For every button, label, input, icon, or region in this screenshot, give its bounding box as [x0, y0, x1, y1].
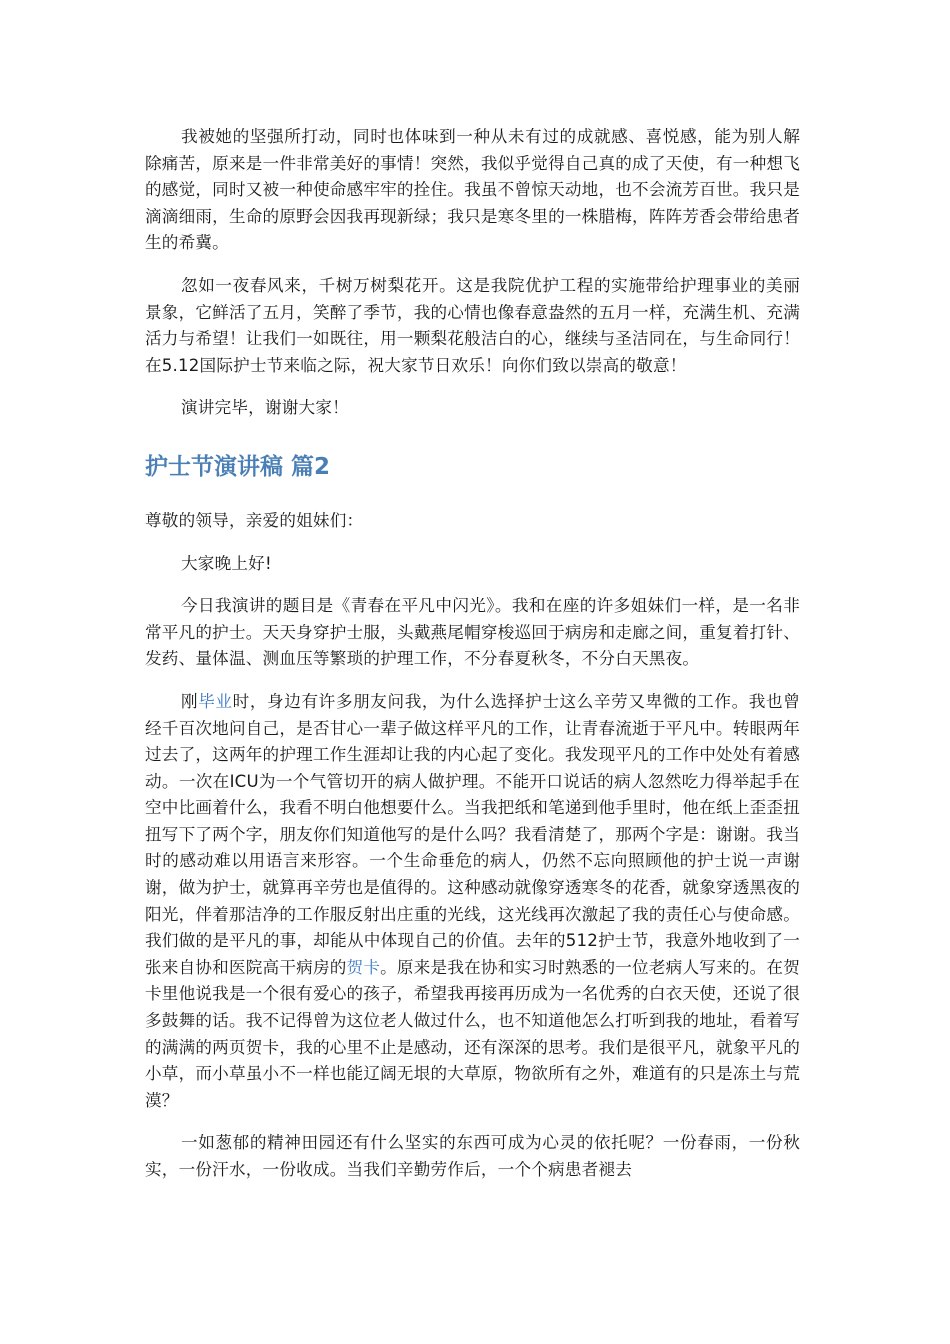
link-greeting-card[interactable]: 贺卡: [346, 957, 381, 977]
paragraph: [145, 689, 800, 1115]
greeting: 大家晚上好!: [181, 553, 272, 573]
paragraph: 今日我演讲的题目是《青春在平凡中闪光》。我和在座的许多姐妹们一样，是一名非常平凡的护士。天天身穿护士服，头戴燕尾帽穿梭巡回于病房和走廊之间，重复着打针、发药、量体温、测血压等繁琐的护理工作，不分春夏秋冬，不分白天黑夜。: [145, 596, 800, 669]
link-graduation[interactable]: 毕业: [198, 691, 233, 711]
section-heading: 护士节演讲稿 篇2: [145, 453, 331, 480]
document-body: [145, 124, 800, 1200]
paragraph: 我被她的坚强所打动，同时也体味到一种从未有过的成就感、喜悦感，能为别人解除痛苦，原来是一件非常美好的事情！突然，我似乎觉得自己真的成了天使，有一种想飞的感觉，同时又被一种使命感牢牢的拴住。我虽不曾惊天动地，也不会流芳百世。我只是滴滴细雨，生命的原野会因我再现新绿；我只是寒冬里的一株腊梅，阵阵芳香会带给患者生的希冀。: [145, 127, 800, 253]
paragraph: 一如葱郁的精神田园还有什么坚实的东西可成为心灵的依托呢？一份春雨，一份秋实，一份汗水，一份收成。当我们辛勤劳作后，一个个病患者褪去: [145, 1133, 800, 1179]
paragraph: 忽如一夜春风来，千树万树梨花开。这是我院优护工程的实施带给护理事业的美丽景象，它鲜活了五月，笑醉了季节，我的心情也像春意盎然的五月一样，充满生机、充满活力与希望！让我们一如既往，用一颗梨花般洁白的心，继续与圣洁同在，与生命同行！在5.12国际护士节来临之际，祝大家节日欢乐！向你们致以崇高的敬意！: [145, 275, 800, 375]
closing-line: 演讲完毕，谢谢大家！: [181, 398, 349, 418]
salutation: 尊敬的领导，亲爱的姐妹们：: [145, 510, 364, 530]
text-run: 时，身边有许多朋友问我，为什么选择护士这么辛劳又卑微的工作。我也曾经千百次地问自己，是否甘心一辈子做这样平凡的工作，让青春流逝于平凡中。转眼两年过去了，这两年的护理工作生涯却让我的内心起了变化。我发现平凡的工作中处处有着感动。一次在ICU为一个气管切开的病人做护理。不能开口说话的病人忽然吃力得举起手在空中比画着什么，我看不明白他想要什么。当我把纸和笔递到他手里时，他在纸上歪歪扭扭写下了两个字，朋友你们知道他写的是什么吗？我看清楚了，那两个字是：谢谢。我当时的感动难以用语言来形容。一个生命垂危的病人，仍然不忘向照顾他的护士说一声谢谢，做为护士，就算再辛劳也是值得的。这种感动就像穿透寒冬的花香，就象穿透黑夜的阳光，伴着那洁净的工作服反射出庄重的光线，这光线再次激起了我的责任心与使命感。我们做的是平凡的事，却能从中体现自己的价值。去年的512护士节，我意外地收到了一张来自协和医院高干病房的: [145, 691, 801, 977]
text-run: 刚: [181, 691, 199, 711]
text-run: 。原来是我在协和实习时熟悉的一位老病人写来的。在贺卡里他说我是一个很有爱心的孩子，希望我再接再历成为一名优秀的白衣天使，还说了很多鼓舞的话。我不记得曾为这位老人做过什么，也不知道他怎么打听到我的地址，看着写的满满的两页贺卡，我的心里不止是感动，还有深深的思考。我们是很平凡，就象平凡的小草，而小草虽小不一样也能辽阔无垠的大草原，物欲所有之外，难道有的只是冻土与荒漠？: [145, 957, 801, 1110]
